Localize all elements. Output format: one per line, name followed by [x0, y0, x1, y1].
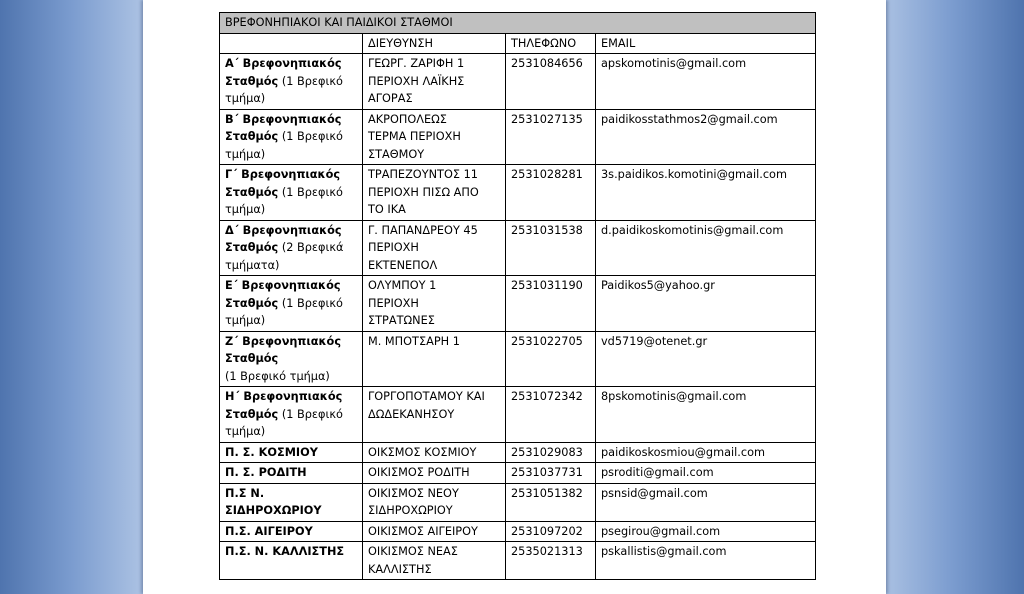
header-address: ΔΙΕΥΘΥΝΣΗ [363, 33, 506, 54]
school-name-cell [220, 442, 363, 463]
phone-cell: 2531031538 [506, 220, 596, 276]
school-name-cell [220, 54, 363, 110]
email-cell: psegirou@gmail.com [596, 521, 816, 542]
school-name-note: (1 Βρεφικό τμήμα) [225, 74, 343, 105]
address-cell: ΓΟΡΓΟΠΟΤΑΜΟΥ ΚΑΙ ΔΩΔΕΚΑΝΗΣΟΥ [363, 387, 506, 443]
school-name: Δ΄ Βρεφονηπιακός Σταθμός [225, 223, 342, 254]
phone-cell: 2531051382 [506, 483, 596, 521]
school-name: Ε΄ Βρεφονηπιακός Σταθμός [225, 279, 341, 310]
email-cell: Paidikos5@yahoo.gr [596, 276, 816, 332]
table-row [220, 387, 816, 443]
address-cell: ΟΙΚΣΜΟΣ ΚΟΣΜΙΟΥ [363, 442, 506, 463]
email-cell: paidikosstathmos2@gmail.com [596, 109, 816, 165]
document-page [143, 0, 886, 594]
school-name-cell [220, 276, 363, 332]
phone-cell: 2531084656 [506, 54, 596, 110]
header-email: EMAIL [596, 33, 816, 54]
school-name-note: (1 Βρεφικό τμήμα) [225, 296, 343, 327]
header-phone: ΤΗΛΕΦΩΝΟ [506, 33, 596, 54]
school-name: Π.Σ Ν. ΣΙΔΗΡΟΧΩΡΙΟΥ [225, 486, 322, 517]
school-name: Π. Σ. ΚΟΣΜΙΟΥ [225, 445, 318, 459]
school-name-cell [220, 220, 363, 276]
school-name: Β΄ Βρεφονηπιακός Σταθμός [225, 112, 342, 143]
email-cell: apskomotinis@gmail.com [596, 54, 816, 110]
phone-cell: 2535021313 [506, 542, 596, 580]
address-cell: ΑΚΡΟΠΟΛΕΩΣ ΤΕΡΜΑ ΠΕΡΙΟΧΗ ΣΤΑΘΜΟΥ [363, 109, 506, 165]
school-name-note: (1 Βρεφικό τμήμα) [225, 369, 330, 383]
table-row [220, 331, 816, 387]
phone-cell: 2531022705 [506, 331, 596, 387]
school-name: Π.Σ. ΑΙΓΕΙΡΟΥ [225, 524, 313, 538]
address-cell: ΤΡΑΠΕΖΟΥΝΤΟΣ 11 ΠΕΡΙΟΧΗ ΠΙΣΩ ΑΠΟ ΤΟ ΙΚΑ [363, 165, 506, 221]
email-cell: vd5719@otenet.gr [596, 331, 816, 387]
phone-cell: 2531037731 [506, 463, 596, 484]
table-row [220, 542, 816, 580]
table-row [220, 276, 816, 332]
address-cell: ΟΙΚΙΣΜΟΣ ΑΙΓΕΙΡΟΥ [363, 521, 506, 542]
email-cell: 3s.paidikos.komotini@gmail.com [596, 165, 816, 221]
school-name-cell [220, 387, 363, 443]
table-row [220, 483, 816, 521]
table-row [220, 463, 816, 484]
nursery-schools-table [219, 12, 816, 580]
email-cell: d.paidikoskomotinis@gmail.com [596, 220, 816, 276]
school-name-cell [220, 331, 363, 387]
phone-cell: 2531097202 [506, 521, 596, 542]
address-cell: ΟΛΥΜΠΟΥ 1 ΠΕΡΙΟΧΗ ΣΤΡΑΤΩΝΕΣ [363, 276, 506, 332]
header-name [220, 33, 363, 54]
phone-cell: 2531028281 [506, 165, 596, 221]
table-row [220, 165, 816, 221]
email-cell: psnsid@gmail.com [596, 483, 816, 521]
phone-cell: 2531027135 [506, 109, 596, 165]
table-row [220, 54, 816, 110]
school-name-cell [220, 521, 363, 542]
school-name: Π. Σ. ΡΟΔΙΤΗ [225, 466, 307, 479]
email-cell: psroditi@gmail.com [596, 463, 816, 484]
school-name-cell [220, 463, 363, 484]
address-cell: ΓΕΩΡΓ. ΖΑΡΙΦΗ 1 ΠΕΡΙΟΧΗ ΛΑΪΚΗΣ ΑΓΟΡΑΣ [363, 54, 506, 110]
school-name-note: (1 Βρεφικό τμήμα) [225, 407, 343, 438]
school-name: Π.Σ. Ν. ΚΑΛΛΙΣΤΗΣ [225, 545, 345, 558]
school-name: Γ΄ Βρεφονηπιακός Σταθμός [225, 168, 341, 199]
table-row [220, 220, 816, 276]
address-cell: ΟΙΚΙΣΜΟΣ ΝΕΑΣ ΚΑΛΛΙΣΤΗΣ [363, 542, 506, 580]
email-cell: pskallistis@gmail.com [596, 542, 816, 580]
table-title-row [220, 13, 816, 34]
email-cell: 8pskomotinis@gmail.com [596, 387, 816, 443]
school-name-note: (1 Βρεφικό τμήμα) [225, 130, 343, 161]
address-cell: ΟΙΚΙΣΜΟΣ ΡΟΔΙΤΗ [363, 463, 506, 484]
school-name-cell [220, 165, 363, 221]
school-name-cell [220, 109, 363, 165]
school-name: Α΄ Βρεφονηπιακός Σταθμός [225, 57, 342, 88]
address-cell: Γ. ΠΑΠΑΝΔΡΕΟΥ 45 ΠΕΡΙΟΧΗ ΕΚΤΕΝΕΠΟΛ [363, 220, 506, 276]
table-header-row [220, 33, 816, 54]
table-row [220, 521, 816, 542]
school-name-cell [220, 483, 363, 521]
school-name-note: (2 Βρεφικά τμήματα) [225, 241, 344, 272]
school-name-note: (1 Βρεφικό τμήμα) [225, 185, 343, 216]
table-row [220, 442, 816, 463]
phone-cell: 2531029083 [506, 442, 596, 463]
school-name: Ζ΄ Βρεφονηπιακός Σταθμός [225, 334, 342, 365]
school-name: Η΄ Βρεφονηπιακός Σταθμός [225, 390, 343, 421]
table-row [220, 109, 816, 165]
phone-cell: 2531031190 [506, 276, 596, 332]
email-cell: paidikoskosmiou@gmail.com [596, 442, 816, 463]
address-cell: ΟΙΚΙΣΜΟΣ ΝΕΟΥ ΣΙΔΗΡΟΧΩΡΙΟΥ [363, 483, 506, 521]
table-title: ΒΡΕΦΟΝΗΠΙΑΚΟΙ ΚΑΙ ΠΑΙΔΙΚΟΙ ΣΤΑΘΜΟΙ [220, 13, 816, 34]
address-cell: Μ. ΜΠΟΤΣΑΡΗ 1 [363, 331, 506, 387]
table-body [220, 54, 816, 580]
phone-cell: 2531072342 [506, 387, 596, 443]
school-name-cell [220, 542, 363, 580]
